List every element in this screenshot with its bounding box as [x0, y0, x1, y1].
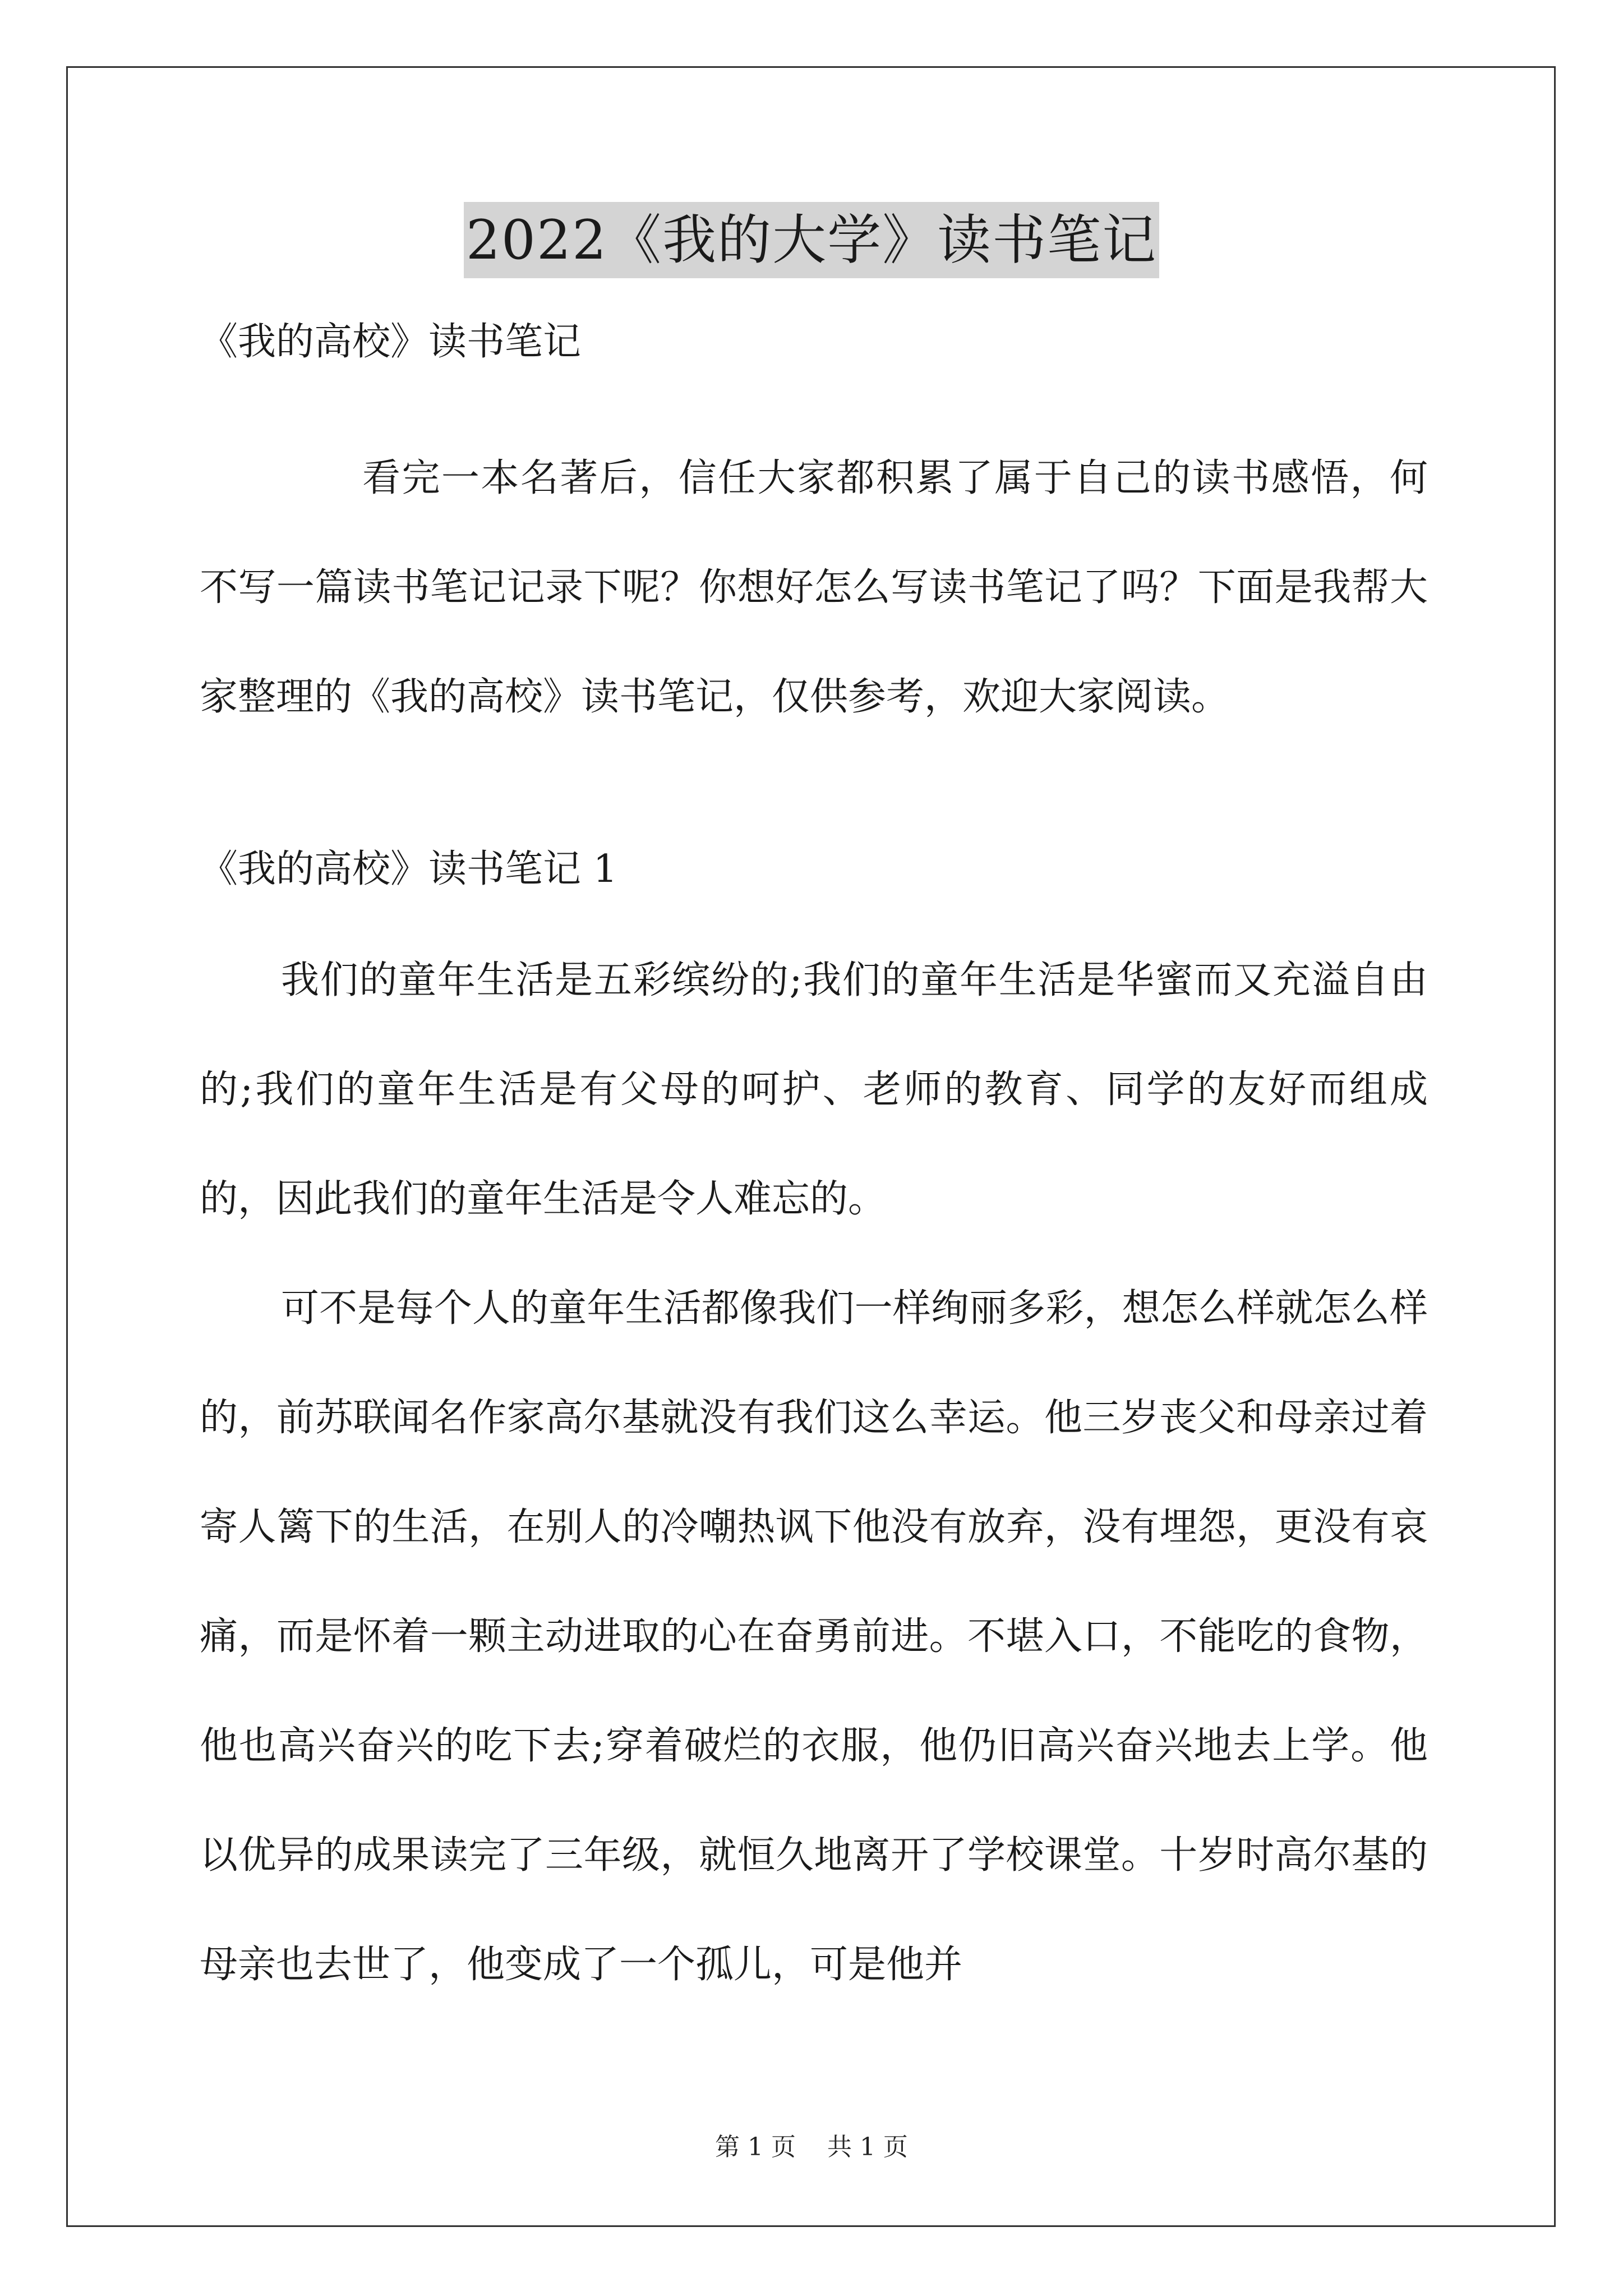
- document-body: [200, 314, 1428, 2019]
- spacer: [200, 752, 1428, 841]
- spacer: [200, 898, 1428, 926]
- body-paragraph-2: 可不是每个人的童年生活都像我们一样绚丽多彩，想怎么样就怎么样的，前苏联闻名作家高尔基就没有我们这么幸运。他三岁丧父和母亲过着寄人篱下的生活，在别人的冷嘲热讽下他没有放弃，没有埋怨，更没有哀痛，而是怀着一颗主动进取的心在奋勇前进。不堪入口，不能吃的食物，他也高兴奋兴的吃下去;穿着破烂的衣服，他仍旧高兴奋兴地去上学。他以优异的成果读完了三年级，就恒久地离开了学校课堂。十岁时高尔基的母亲也去世了，他变成了一个孤儿，可是他并: [200, 1286, 1428, 1987]
- body-paragraph-1: 我们的童年生活是五彩缤纷的;我们的童年生活是华蜜而又充溢自由的;我们的童年生活是有父母的呵护、老师的教育、同学的友好而组成的，因此我们的童年生活是令人难忘的。: [200, 958, 1428, 1221]
- spacer: [200, 370, 1428, 424]
- document-subtitle: 《我的高校》读书笔记: [200, 320, 582, 364]
- title-container: [0, 202, 1623, 278]
- document-title: 2022《我的大学》读书笔记: [464, 202, 1159, 278]
- intro-paragraph: 看完一本名著后，信任大家都积累了属于自己的读书感悟，何不写一篇读书笔记记录下呢？你想好怎么写读书笔记了吗？下面是我帮大家整理的《我的高校》读书笔记，仅供参考，欢迎大家阅读。: [200, 456, 1428, 719]
- section-heading: 《我的高校》读书笔记 1: [200, 847, 617, 891]
- page-footer: 第 1 页 共 1 页: [715, 2133, 908, 2161]
